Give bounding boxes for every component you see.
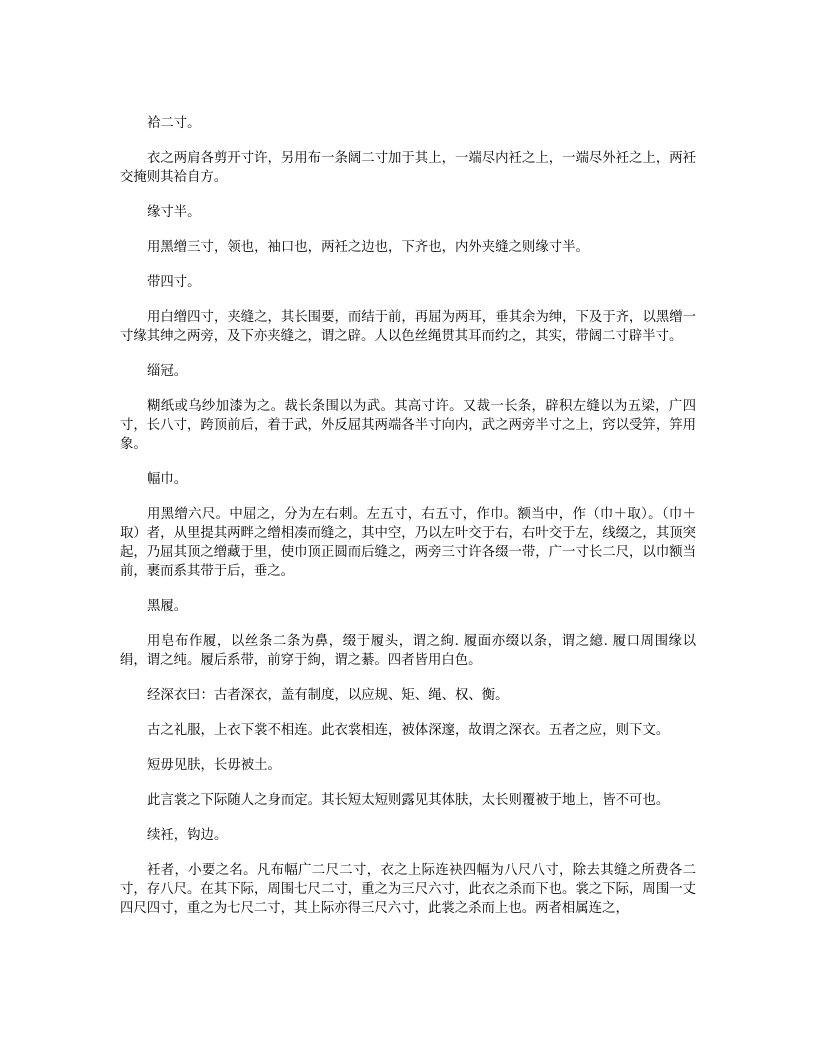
paragraph-9: 幅巾。 xyxy=(147,472,188,487)
paragraph-14: 古之礼服，上衣下裳不相连。此衣裳相连，被体深邃，故谓之深衣。五者之应，则下文。 xyxy=(147,723,670,738)
paragraph-17: 续衽，钩边。 xyxy=(147,828,228,843)
paragraph-3: 缘寸半。 xyxy=(147,205,201,220)
paragraph-4: 用黑缯三寸，领也，袖口也，两衽之边也，下齐也，内外夹缝之则缘寸半。 xyxy=(147,240,589,255)
paragraph-5: 带四寸。 xyxy=(147,275,201,290)
paragraph-13: 经深衣曰：古者深衣，盖有制度，以应规、矩、绳、权、衡。 xyxy=(147,688,509,703)
paragraph-1: 袷二寸。 xyxy=(147,116,201,131)
paragraph-18: 衽者，小要之名。凡布幅广二尺二寸，衣之上际连袂四幅为八尺八寸，除去其缝之所费各二寸，存八尺。在其下际，周围七尺二寸，重之为三尺六寸，此衣之杀而下也。裳之下际，周围一丈四尺四寸，重之为七尺二寸，其上际亦得三尺六寸，此裳之杀而上也。两者相属连之， xyxy=(120,863,696,916)
paragraph-16: 此言裳之下际随人之身而定。其长短太短则露见其体肤，太长则覆被于地上，皆不可也。 xyxy=(147,793,670,808)
paragraph-2: 衣之两肩各剪开寸许，另用布一条阔二寸加于其上，一端尽内衽之上，一端尽外衽之上，两衽交掩则其袷自方。 xyxy=(120,151,697,185)
paragraph-7: 缁冠。 xyxy=(147,364,188,379)
paragraph-10: 用黑缯六尺。中屈之，分为左右刺。左五寸，右五寸，作巾。额当中，作（巾＋取）。（巾＋取）者，从里提其两畔之缯相凑而缝之，其中空，乃以左叶交于右，右叶交于左，线缀之，其顶突起，乃屈其顶之缯藏于里，使巾顶正圆而后缝之，两旁三寸许各缀一带，广一寸长二尺，以巾额当前，裹而系其带于后，垂之。 xyxy=(120,507,696,579)
paragraph-6: 用白缯四寸，夹缝之，其长围要，而结于前，再屈为两耳，垂其余为绅，下及于齐，以黑缯一寸缘其绅之两旁，及下亦夹缝之，谓之辟。人以色丝绳贯其耳而约之，其实，带阔二寸辟半寸。 xyxy=(120,310,697,344)
paragraph-11: 黑履。 xyxy=(147,599,188,614)
paragraph-8: 糊纸或乌纱加漆为之。裁长条围以为武。其高寸许。又裁一长条，辟积左缝以为五梁，广四寸，长八寸，跨顶前后，着于武，外反屈其两端各半寸向内，武之两旁半寸之上，窍以受笄，笄用象。 xyxy=(120,399,696,452)
paragraph-12: 用皂布作履，以丝条二条为鼻，缀于履头，谓之絇. 履面亦缀以条，谓之繶. 履口周围缘以绢，谓之纯。履后系带，前穿于絇，谓之綦。四者皆用白色。 xyxy=(120,634,696,668)
paragraph-15: 短毋见肤，长毋被土。 xyxy=(147,758,281,773)
